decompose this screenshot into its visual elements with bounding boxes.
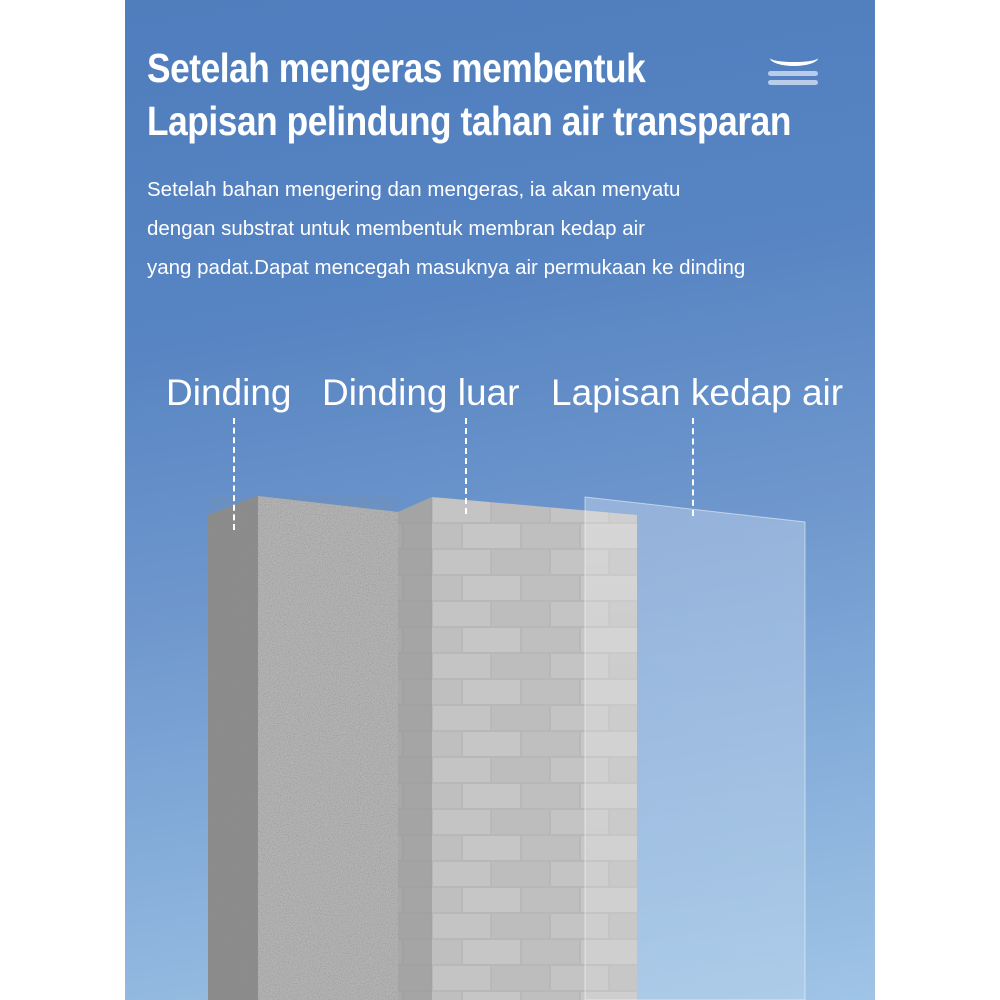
- water-surface-icon: [768, 58, 820, 88]
- heading-line-2: Lapisan pelindung tahan air transparan: [147, 98, 791, 144]
- pointer-line-outer-wall: [465, 418, 467, 514]
- pointer-line-waterproof-layer: [692, 418, 694, 516]
- label-waterproof-layer: Lapisan kedap air: [551, 372, 844, 413]
- wall-illustration: [125, 0, 875, 1000]
- label-outer-wall: Dinding luar: [322, 372, 520, 413]
- description-line-3: yang padat.Dapat mencegah masuknya air permukaan ke dinding: [147, 256, 746, 279]
- concrete-wall: [125, 0, 398, 1000]
- product-panel: [125, 0, 875, 1000]
- pointer-line-wall: [233, 418, 235, 530]
- heading-line-1: Setelah mengeras membentuk: [147, 45, 646, 91]
- waterproof-layer: [585, 497, 805, 1000]
- description-line-1: Setelah bahan mengering dan mengeras, ia akan menyatu: [147, 178, 681, 201]
- label-wall: Dinding: [166, 372, 292, 413]
- description-line-2: dengan substrat untuk membentuk membran kedap air: [147, 217, 645, 240]
